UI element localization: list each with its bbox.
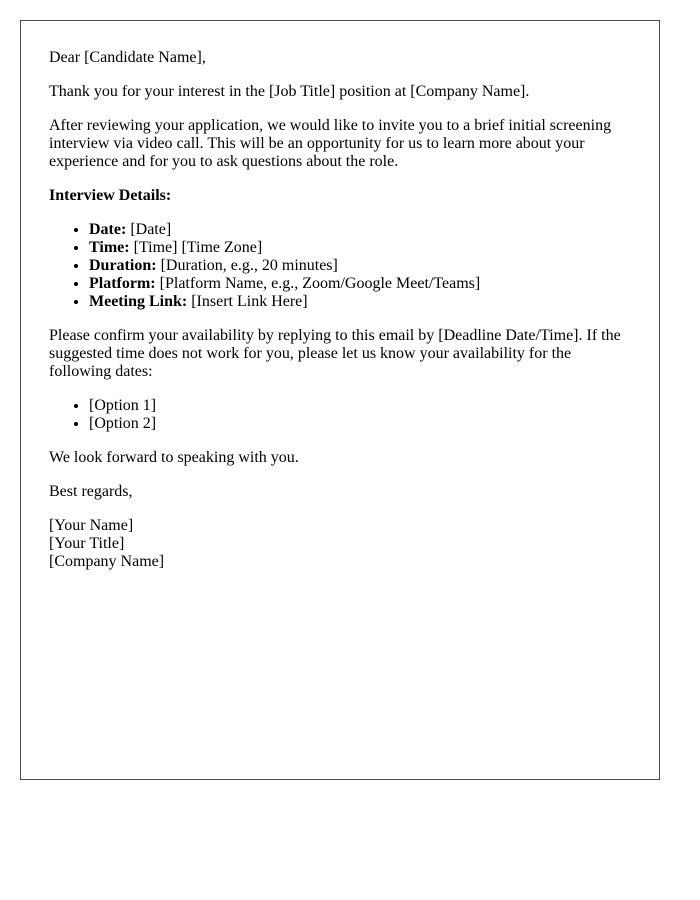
detail-value: [Insert Link Here] bbox=[187, 293, 308, 310]
detail-value: [Time] [Time Zone] bbox=[129, 239, 263, 256]
sign-off: Best regards, bbox=[49, 483, 133, 500]
closing-line: We look forward to speaking with you. bbox=[49, 449, 299, 466]
detail-label: Platform: bbox=[89, 275, 156, 292]
signature-title: [Your Title] bbox=[49, 535, 125, 552]
detail-item-time bbox=[89, 239, 631, 257]
invitation-paragraph: After reviewing your application, we would like to invite you to a brief initial screening interview via video call. This will be an opportunity for us to learn more about your experience and for you to ask questions about the role. bbox=[49, 117, 612, 170]
option-item: • [Option 2] bbox=[89, 415, 631, 433]
interview-details-heading: Interview Details: bbox=[49, 187, 172, 204]
detail-item-platform bbox=[89, 275, 631, 293]
detail-label: Duration: bbox=[89, 257, 157, 274]
detail-value: [Date] bbox=[126, 221, 172, 238]
letter-body bbox=[20, 20, 660, 780]
signature-name: [Your Name] bbox=[49, 517, 134, 534]
detail-item-date bbox=[89, 221, 631, 239]
interview-details-list bbox=[49, 221, 631, 311]
signature-block bbox=[49, 517, 631, 571]
detail-value: [Platform Name, e.g., Zoom/Google Meet/Teams] bbox=[155, 275, 481, 292]
options-list bbox=[49, 397, 631, 433]
detail-item-duration bbox=[89, 257, 631, 275]
signature-company: [Company Name] bbox=[49, 553, 165, 570]
option-item: • [Option 1] bbox=[89, 397, 631, 415]
intro-paragraph: Thank you for your interest in the [Job Title] position at [Company Name]. bbox=[49, 83, 530, 100]
detail-label: Meeting Link: bbox=[89, 293, 188, 310]
detail-label: Date: bbox=[89, 221, 127, 238]
confirm-paragraph: Please confirm your availability by replying to this email by [Deadline Date/Time]. If the suggested time does not work for you, please let us know your availability for the following dates: bbox=[49, 327, 621, 380]
detail-value: [Duration, e.g., 20 minutes] bbox=[156, 257, 338, 274]
salutation: Dear [Candidate Name], bbox=[49, 49, 206, 66]
detail-label: Time: bbox=[89, 239, 130, 256]
detail-item-meeting-link bbox=[89, 293, 631, 311]
